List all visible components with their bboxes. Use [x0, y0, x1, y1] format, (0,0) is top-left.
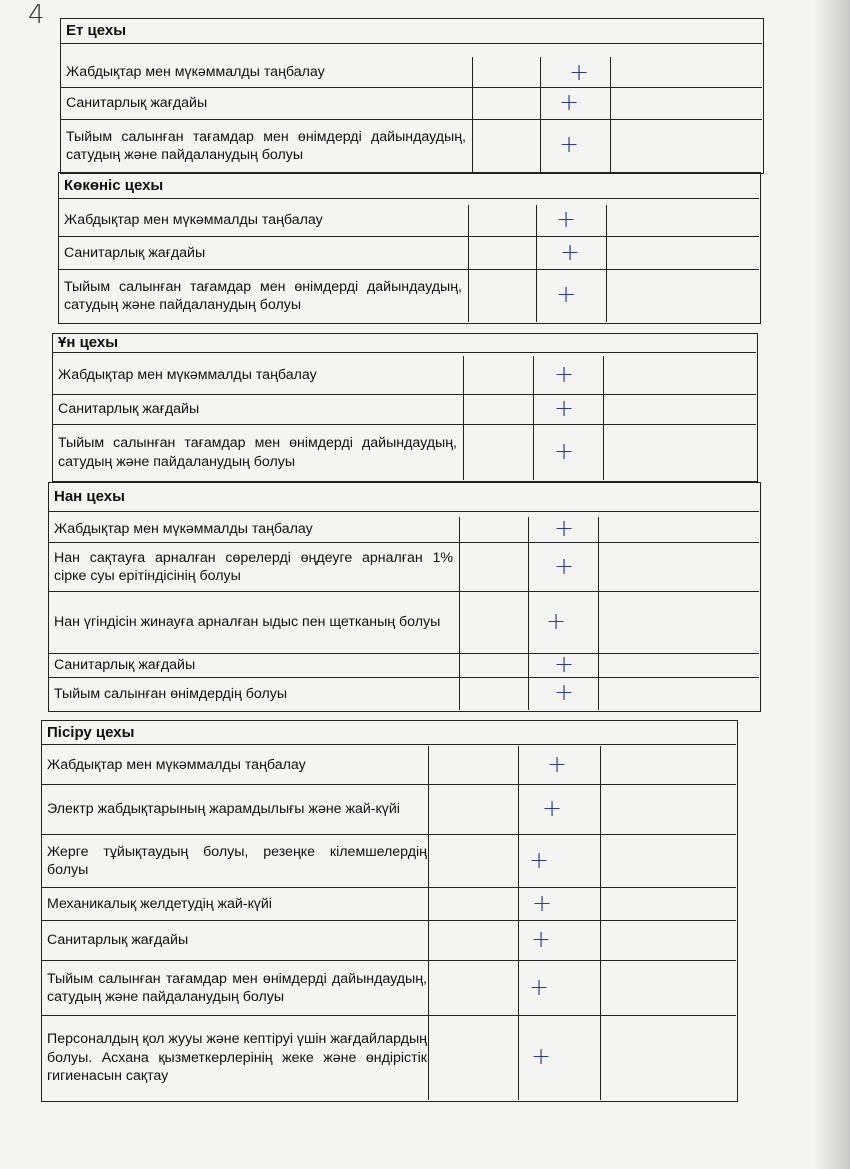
score-cell — [598, 678, 759, 710]
row-label: Жерге тұйықтаудың болуы, резеңке кілемшелердің болуы — [47, 843, 427, 878]
row-label: Тыйым салынған тағамдар мен өнімдерді дайындаудың, сатудың және пайдаланудың болуы — [66, 128, 466, 163]
row-label: Тыйым салынған тағамдар мен өнімдерді дайындаудың, сатудың және пайдаланудың болуы — [58, 435, 457, 470]
score-cell — [603, 425, 756, 480]
result-cell — [459, 654, 528, 677]
handwritten-check-mark: + — [554, 514, 575, 542]
row-label: Жабдықтар мен мүкәммалды таңбалау — [47, 756, 306, 773]
page-edge-shadow — [814, 0, 850, 1169]
handwritten-check-mark: + — [547, 750, 568, 778]
section-title: Ұн цехы — [52, 333, 756, 353]
row-label: Тыйым салынған тағамдар мен өнімдерді дайындаудың, сатудың және пайдаланудың болуы — [47, 970, 427, 1005]
row-label: Санитарлық жағдайы — [64, 244, 206, 261]
score-cell — [603, 356, 756, 394]
row-label: Электр жабдықтарының жарамдылығы және жай-күйі — [47, 801, 400, 818]
handwritten-check-mark: + — [556, 280, 577, 308]
result-cell — [463, 425, 533, 480]
checklist-row — [58, 237, 759, 270]
handwritten-check-mark: + — [559, 88, 580, 116]
row-label: Санитарлық жағдайы — [47, 932, 189, 949]
checklist-row — [41, 921, 736, 961]
handwritten-check-mark: + — [569, 58, 590, 86]
checklist-row — [41, 961, 736, 1016]
handwritten-check-mark: + — [531, 1042, 552, 1070]
score-cell — [600, 888, 736, 920]
result-cell — [468, 237, 536, 269]
handwritten-check-mark: + — [556, 205, 577, 233]
result-cell — [463, 356, 533, 394]
result-cell — [428, 746, 518, 784]
handwritten-check-mark: + — [546, 607, 567, 635]
row-label: Тыйым салынған тағамдар мен өнімдерді дайындаудың, сатудың және пайдаланудың болуы — [64, 278, 462, 313]
handwritten-check-mark: + — [554, 437, 575, 465]
result-cell — [428, 835, 518, 887]
score-cell — [600, 785, 736, 834]
checklist-row — [60, 120, 762, 172]
score-cell — [600, 961, 736, 1015]
score-cell — [610, 120, 762, 172]
handwritten-check-mark: + — [559, 130, 580, 158]
handwritten-check-mark: + — [542, 794, 563, 822]
section-title: Нан цехы — [48, 482, 759, 512]
result-cell — [468, 270, 536, 322]
result-cell — [428, 1016, 518, 1100]
result-cell — [428, 888, 518, 920]
score-cell — [606, 205, 759, 236]
checklist-row — [41, 835, 736, 888]
handwritten-check-mark: + — [531, 925, 552, 953]
checklist-row — [41, 1016, 736, 1100]
row-label: Нан сақтауға арналған сөрелерді өңдеуге арналған 1% сірке суы ерітіндісінің болуы — [54, 549, 453, 584]
handwritten-check-mark: + — [554, 394, 575, 422]
row-label: Санитарлық жағдайы — [58, 401, 200, 418]
row-label: Механикалық желдетудің жай-күйі — [47, 895, 272, 912]
score-cell — [600, 746, 736, 784]
score-cell — [603, 395, 756, 424]
checklist-row — [48, 592, 759, 654]
result-cell — [463, 395, 533, 424]
checklist-row — [48, 517, 759, 543]
checklist-row — [52, 356, 756, 395]
row-label: Нан үгіндісін жинауға арналған ыдыс пен щетканың болуы — [54, 614, 441, 631]
score-cell — [598, 654, 759, 677]
row-label: Жабдықтар мен мүкәммалды таңбалау — [54, 521, 313, 538]
result-cell — [459, 543, 528, 591]
checklist-row — [41, 888, 736, 921]
checklist-row — [58, 270, 759, 322]
checklist-row — [41, 785, 736, 835]
result-cell — [459, 517, 528, 542]
result-cell — [428, 785, 518, 834]
checklist-row — [41, 746, 736, 785]
score-cell — [598, 592, 759, 653]
checklist-row — [60, 57, 762, 88]
handwritten-check-mark: + — [532, 889, 553, 917]
page-number: 4 — [28, 0, 45, 30]
score-cell — [606, 270, 759, 322]
result-cell — [472, 88, 540, 119]
checklist-row — [48, 543, 759, 592]
section-title: Ет цехы — [60, 18, 762, 44]
handwritten-check-mark: + — [560, 238, 581, 266]
row-label: Персоналдың қол жууы және кептіруі үшін жағдайлардың болуы. Асхана қызметкерлерінің жеке және өндірістік гигиенасын сақтау — [47, 1031, 428, 1085]
result-cell — [472, 57, 540, 87]
score-cell — [600, 1016, 736, 1100]
remark-cell — [518, 888, 600, 920]
result-cell — [428, 921, 518, 960]
handwritten-check-mark: + — [529, 973, 550, 1001]
checklist-row — [52, 425, 756, 480]
score-cell — [610, 57, 762, 87]
row-label: Жабдықтар мен мүкәммалды таңбалау — [64, 212, 323, 229]
handwritten-check-mark: + — [554, 650, 575, 678]
handwritten-check-mark: + — [554, 360, 575, 388]
result-cell — [468, 205, 536, 236]
checklist-row — [48, 678, 759, 710]
row-label: Санитарлық жағдайы — [66, 95, 208, 112]
result-cell — [459, 678, 528, 710]
row-label: Санитарлық жағдайы — [54, 657, 196, 674]
row-label: Тыйым салынған өнімдердің болуы — [54, 685, 288, 702]
score-cell — [600, 921, 736, 960]
checklist-row — [58, 205, 759, 237]
section-title: Пісіру цехы — [41, 720, 736, 745]
result-cell — [472, 120, 540, 172]
checklist-row — [60, 88, 762, 120]
checklist-row — [52, 395, 756, 425]
checklist-row — [48, 654, 759, 678]
row-label: Жабдықтар мен мүкәммалды таңбалау — [58, 366, 317, 383]
section-title: Көкөніс цехы — [58, 172, 759, 199]
score-cell — [598, 517, 759, 542]
handwritten-check-mark: + — [554, 552, 575, 580]
score-cell — [610, 88, 762, 119]
score-cell — [598, 543, 759, 591]
handwritten-check-mark: + — [529, 846, 550, 874]
handwritten-check-mark: + — [554, 678, 575, 706]
score-cell — [600, 835, 736, 887]
result-cell — [459, 592, 528, 653]
result-cell — [428, 961, 518, 1015]
score-cell — [606, 237, 759, 269]
row-label: Жабдықтар мен мүкәммалды таңбалау — [66, 63, 325, 80]
